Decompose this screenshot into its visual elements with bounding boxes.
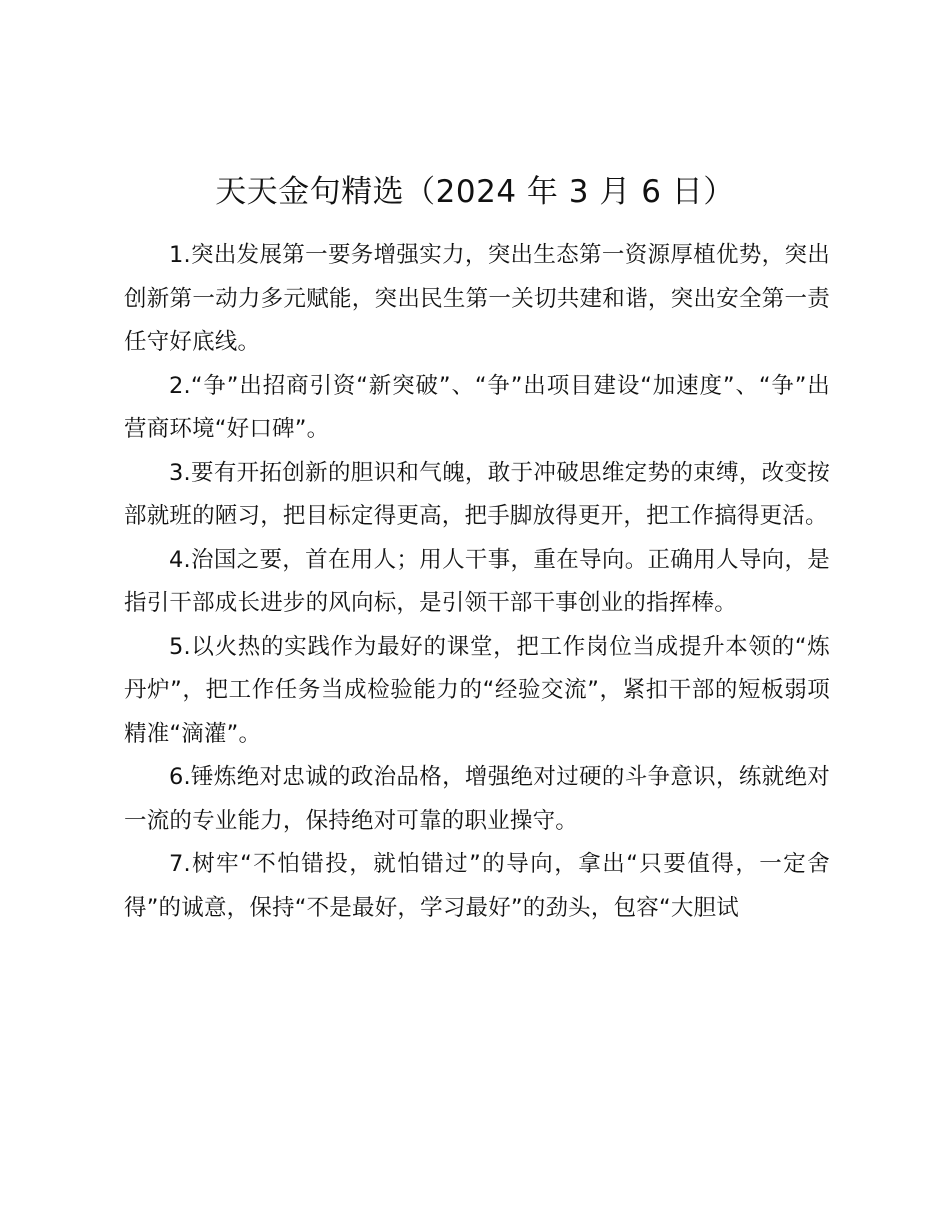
document-title: 天天金句精选（2024 年 3 月 6 日） <box>215 174 735 210</box>
paragraph-2: 2.“争”出招商引资“新突破”、“争”出项目建设“加速度”、“争”出营商环境“好口碑”。 <box>124 372 830 442</box>
paragraph-1: 1.突出发展第一要务增强实力，突出生态第一资源厚植优势，突出创新第一动力多元赋能，突出民生第一关切共建和谐，突出安全第一责任守好底线。 <box>124 242 830 355</box>
paragraph-5: 5.以火热的实践作为最好的课堂，把工作岗位当成提升本领的“炼丹炉”，把工作任务当成检验能力的“经验交流”，紧扣干部的短板弱项精准“滴灌”。 <box>124 633 830 747</box>
paragraph-7: 7.树牢“不怕错投，就怕错过”的导向，拿出“只要值得，一定舍得”的诚意，保持“不是最好，学习最好”的劲头，包容“大胆试 <box>124 851 830 921</box>
paragraph-3: 3.要有开拓创新的胆识和气魄，敢于冲破思维定势的束缚，改变按部就班的陋习，把目标定得更高，把手脚放得更开，把工作搞得更活。 <box>124 459 830 529</box>
paragraph-4: 4.治国之要，首在用人；用人干事，重在导向。正确用人导向，是指引干部成长进步的风向标，是引领干部干事创业的指挥棒。 <box>124 546 830 616</box>
paragraph-6: 6.锤炼绝对忠诚的政治品格，增强绝对过硬的斗争意识，练就绝对一流的专业能力，保持绝对可靠的职业操守。 <box>124 764 830 834</box>
document-body <box>124 234 830 930</box>
